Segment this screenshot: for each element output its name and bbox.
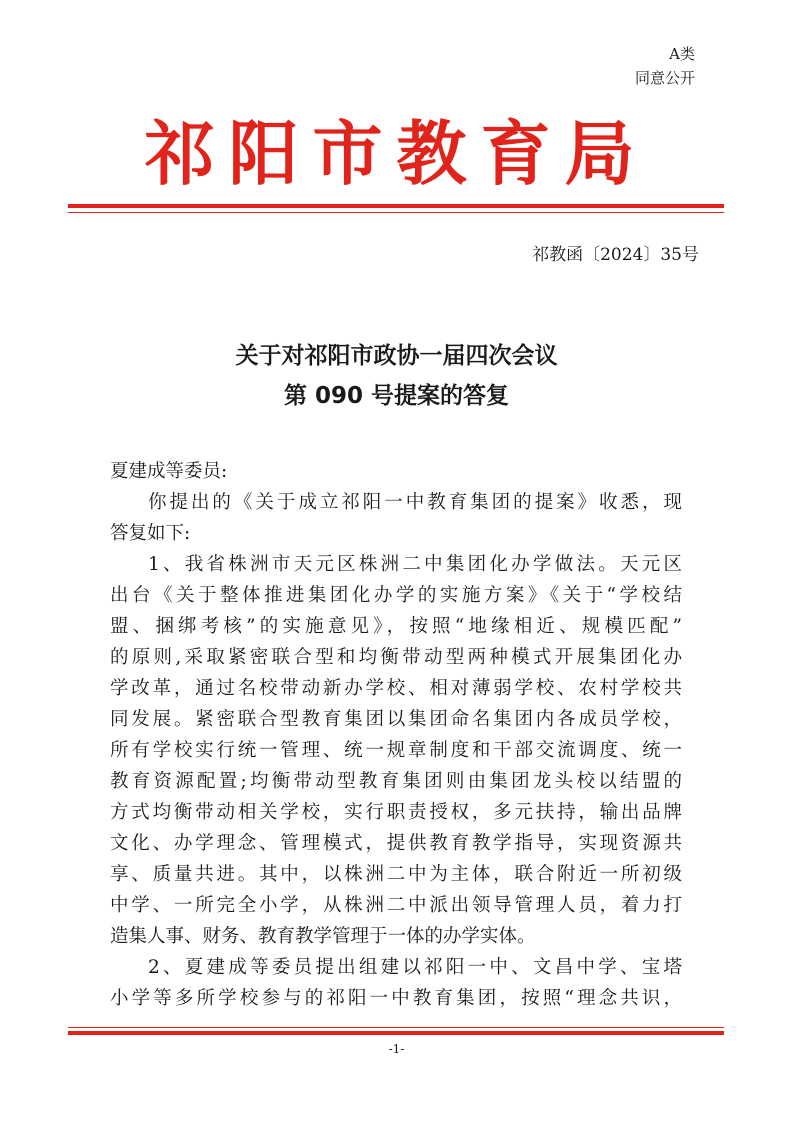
disclosure-status: 同意公开 — [634, 69, 695, 87]
document-number: 祁教函〔2024〕35号 — [532, 245, 699, 265]
footer-rule-thin — [68, 1027, 724, 1028]
header-rule-thin — [68, 212, 724, 213]
page-number: -1- — [388, 1042, 405, 1056]
body-line: 2、夏建成等委员提出组建以祁阳一中、文昌中学、宝塔 — [148, 957, 682, 978]
body-line: 盟、捆绑考核”的实施意见》，按照“地缘相近、规模匹配” — [110, 616, 682, 637]
body-line: 答复如下: — [110, 523, 191, 544]
body-line: 文化、办学理念、管理模式，提供教育教学指导，实现资源共 — [110, 833, 682, 854]
body-line: 的原则,采取紧密联合型和均衡带动型两种模式开展集团化办 — [110, 647, 682, 668]
body-line: 出台《关于整体推进集团化办学的实施方案》《关于“学校结 — [110, 585, 682, 606]
issuing-agency-header: 祁阳市教育局 — [144, 112, 649, 195]
document-title-line-2: 第 090 号提案的答复 — [283, 383, 510, 409]
body-line: 同发展。紧密联合型教育集团以集团命名集团内各成员学校， — [110, 709, 682, 730]
body-line: 方式均衡带动相关学校，实行职责授权，多元扶持，输出品牌 — [110, 802, 682, 823]
body-line: 1、我省株洲市天元区株洲二中集团化办学做法。天元区 — [148, 554, 682, 575]
body-line: 享、质量共进。其中，以株洲二中为主体，联合附近一所初级 — [110, 864, 682, 885]
body-line: 中学、一所完全小学，从株洲二中派出领导管理人员，着力打 — [110, 895, 682, 916]
body-line: 小学等多所学校参与的祁阳一中教育集团，按照“理念共识， — [110, 988, 682, 1009]
document-title-line-1: 关于对祁阳市政协一届四次会议 — [235, 343, 558, 369]
salutation: 夏建成等委员: — [110, 461, 228, 482]
body-line: 教育资源配置;均衡带动型教育集团则由集团龙头校以结盟的 — [110, 771, 682, 792]
body-line: 你提出的《关于成立祁阳一中教育集团的提案》收悉，现 — [148, 492, 682, 513]
body-line: 学改革，通过名校带动新办学校、相对薄弱学校、农村学校共 — [110, 678, 682, 699]
document-category: A类 — [669, 45, 695, 63]
header-rule-thick — [68, 204, 724, 208]
body-line: 造集人事、财务、教育教学管理于一体的办学实体。 — [110, 926, 536, 947]
footer-rule-thick — [68, 1031, 724, 1035]
body-line: 所有学校实行统一管理、统一规章制度和干部交流调度、统一 — [110, 740, 682, 761]
